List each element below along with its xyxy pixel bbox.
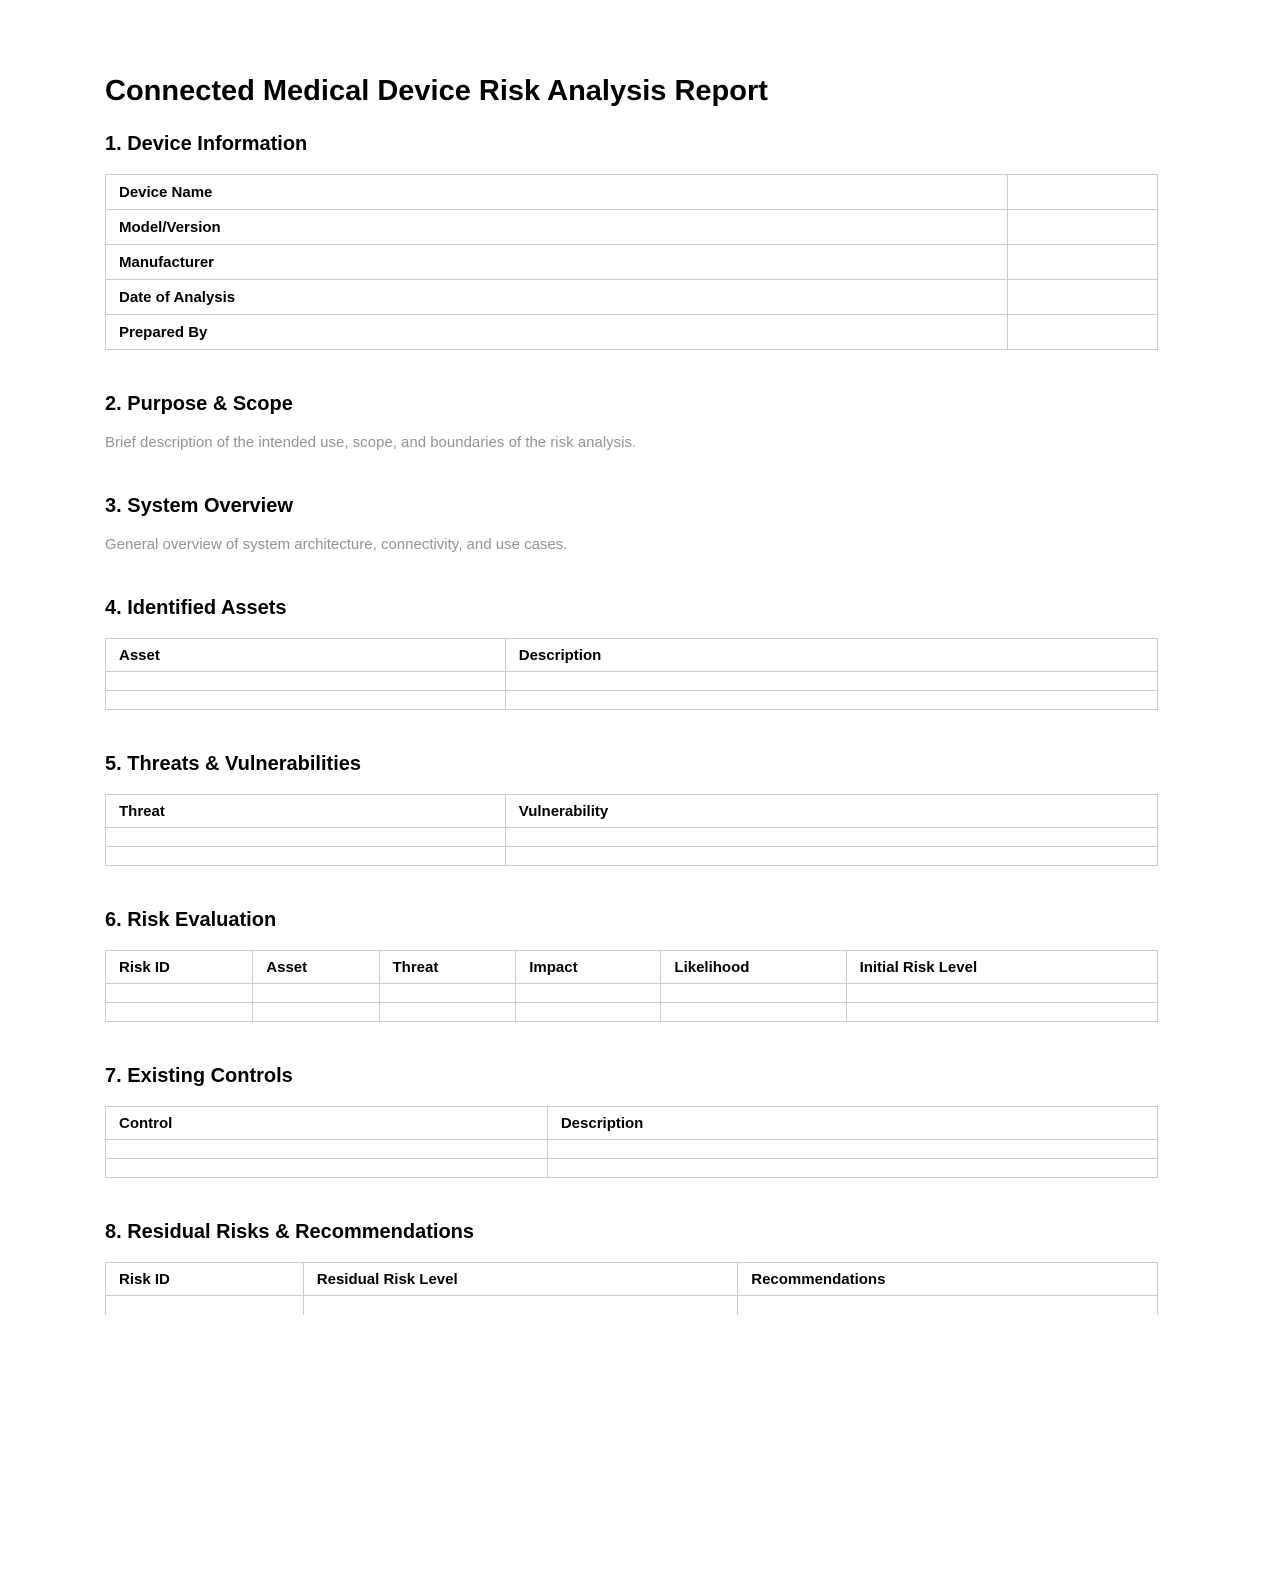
empty-cell[interactable] — [505, 672, 1157, 691]
table-header-row — [106, 1107, 1158, 1140]
empty-cell[interactable] — [505, 828, 1157, 847]
column-header-recommendations: Recommendations — [738, 1263, 1158, 1296]
empty-cell[interactable] — [505, 691, 1157, 710]
column-header-description: Description — [547, 1107, 1157, 1140]
manufacturer-value-cell[interactable] — [1007, 245, 1157, 280]
empty-row — [106, 1296, 1158, 1316]
section-system-overview — [105, 495, 1158, 554]
table-header-row — [106, 639, 1158, 672]
empty-row — [106, 1140, 1158, 1159]
empty-cell[interactable] — [547, 1159, 1157, 1178]
existing-controls-table — [105, 1106, 1158, 1178]
empty-cell[interactable] — [106, 847, 506, 866]
empty-cell[interactable] — [106, 1003, 253, 1022]
table-row — [106, 210, 1158, 245]
model-version-label: Model/Version — [106, 210, 1008, 245]
system-overview-description: General overview of system architecture, connectivity, and use cases. — [105, 536, 568, 553]
empty-cell[interactable] — [106, 691, 506, 710]
empty-cell[interactable] — [379, 984, 516, 1003]
risk-evaluation-table — [105, 950, 1158, 1022]
empty-row — [106, 1159, 1158, 1178]
empty-row — [106, 691, 1158, 710]
section-heading-identified-assets: 4. Identified Assets — [105, 597, 287, 619]
empty-row — [106, 984, 1158, 1003]
device-information-table — [105, 174, 1158, 350]
column-header-likelihood: Likelihood — [661, 951, 846, 984]
column-header-impact: Impact — [516, 951, 661, 984]
section-heading-threats-vulnerabilities: 5. Threats & Vulnerabilities — [105, 753, 362, 775]
table-row — [106, 315, 1158, 350]
empty-cell[interactable] — [516, 984, 661, 1003]
section-purpose-scope — [105, 393, 1158, 452]
empty-cell[interactable] — [505, 847, 1157, 866]
column-header-asset: Asset — [253, 951, 379, 984]
section-heading-device-information: 1. Device Information — [105, 133, 308, 155]
date-of-analysis-label: Date of Analysis — [106, 280, 1008, 315]
prepared-by-label: Prepared By — [106, 315, 1008, 350]
table-row — [106, 175, 1158, 210]
column-header-threat: Threat — [379, 951, 516, 984]
column-header-threat: Threat — [106, 795, 506, 828]
empty-row — [106, 847, 1158, 866]
section-threats-vulnerabilities — [105, 753, 1158, 866]
empty-cell[interactable] — [661, 984, 846, 1003]
empty-cell[interactable] — [106, 828, 506, 847]
prepared-by-value-cell[interactable] — [1007, 315, 1157, 350]
section-heading-risk-evaluation: 6. Risk Evaluation — [105, 909, 277, 931]
model-version-value-cell[interactable] — [1007, 210, 1157, 245]
empty-cell[interactable] — [106, 672, 506, 691]
identified-assets-table — [105, 638, 1158, 710]
column-header-description: Description — [505, 639, 1157, 672]
empty-cell[interactable] — [738, 1296, 1158, 1316]
section-existing-controls — [105, 1065, 1158, 1178]
empty-cell[interactable] — [547, 1140, 1157, 1159]
empty-cell[interactable] — [106, 984, 253, 1003]
residual-risks-table-clip — [105, 1262, 1158, 1315]
table-header-row — [106, 1263, 1158, 1296]
empty-cell[interactable] — [303, 1296, 737, 1316]
empty-cell[interactable] — [106, 1296, 304, 1316]
column-header-control: Control — [106, 1107, 548, 1140]
empty-cell[interactable] — [516, 1003, 661, 1022]
empty-cell[interactable] — [846, 984, 1157, 1003]
device-name-value-cell[interactable] — [1007, 175, 1157, 210]
section-device-information — [105, 133, 1158, 350]
empty-cell[interactable] — [106, 1159, 548, 1178]
table-header-row — [106, 795, 1158, 828]
empty-row — [106, 672, 1158, 691]
empty-cell[interactable] — [846, 1003, 1157, 1022]
section-identified-assets — [105, 597, 1158, 710]
section-residual-risks — [105, 1221, 1158, 1315]
section-heading-system-overview: 3. System Overview — [105, 495, 293, 517]
page-title: Connected Medical Device Risk Analysis Report — [105, 75, 768, 107]
residual-risks-table — [105, 1262, 1158, 1315]
section-risk-evaluation — [105, 909, 1158, 1022]
empty-cell[interactable] — [253, 1003, 379, 1022]
date-of-analysis-value-cell[interactable] — [1007, 280, 1157, 315]
empty-cell[interactable] — [661, 1003, 846, 1022]
empty-row — [106, 828, 1158, 847]
empty-cell[interactable] — [379, 1003, 516, 1022]
empty-cell[interactable] — [253, 984, 379, 1003]
table-row — [106, 280, 1158, 315]
section-heading-residual-risks: 8. Residual Risks & Recommendations — [105, 1221, 475, 1243]
threats-vulnerabilities-table — [105, 794, 1158, 866]
manufacturer-label: Manufacturer — [106, 245, 1008, 280]
device-name-label: Device Name — [106, 175, 1008, 210]
column-header-residual-risk-level: Residual Risk Level — [303, 1263, 737, 1296]
section-heading-existing-controls: 7. Existing Controls — [105, 1065, 293, 1087]
column-header-vulnerability: Vulnerability — [505, 795, 1157, 828]
column-header-initial-risk-level: Initial Risk Level — [846, 951, 1157, 984]
column-header-risk-id: Risk ID — [106, 1263, 304, 1296]
table-row — [106, 245, 1158, 280]
empty-row — [106, 1003, 1158, 1022]
empty-cell[interactable] — [106, 1140, 548, 1159]
column-header-risk-id: Risk ID — [106, 951, 253, 984]
column-header-asset: Asset — [106, 639, 506, 672]
table-header-row — [106, 951, 1158, 984]
section-heading-purpose-scope: 2. Purpose & Scope — [105, 393, 293, 415]
purpose-scope-description: Brief description of the intended use, scope, and boundaries of the risk analysis. — [105, 434, 637, 451]
